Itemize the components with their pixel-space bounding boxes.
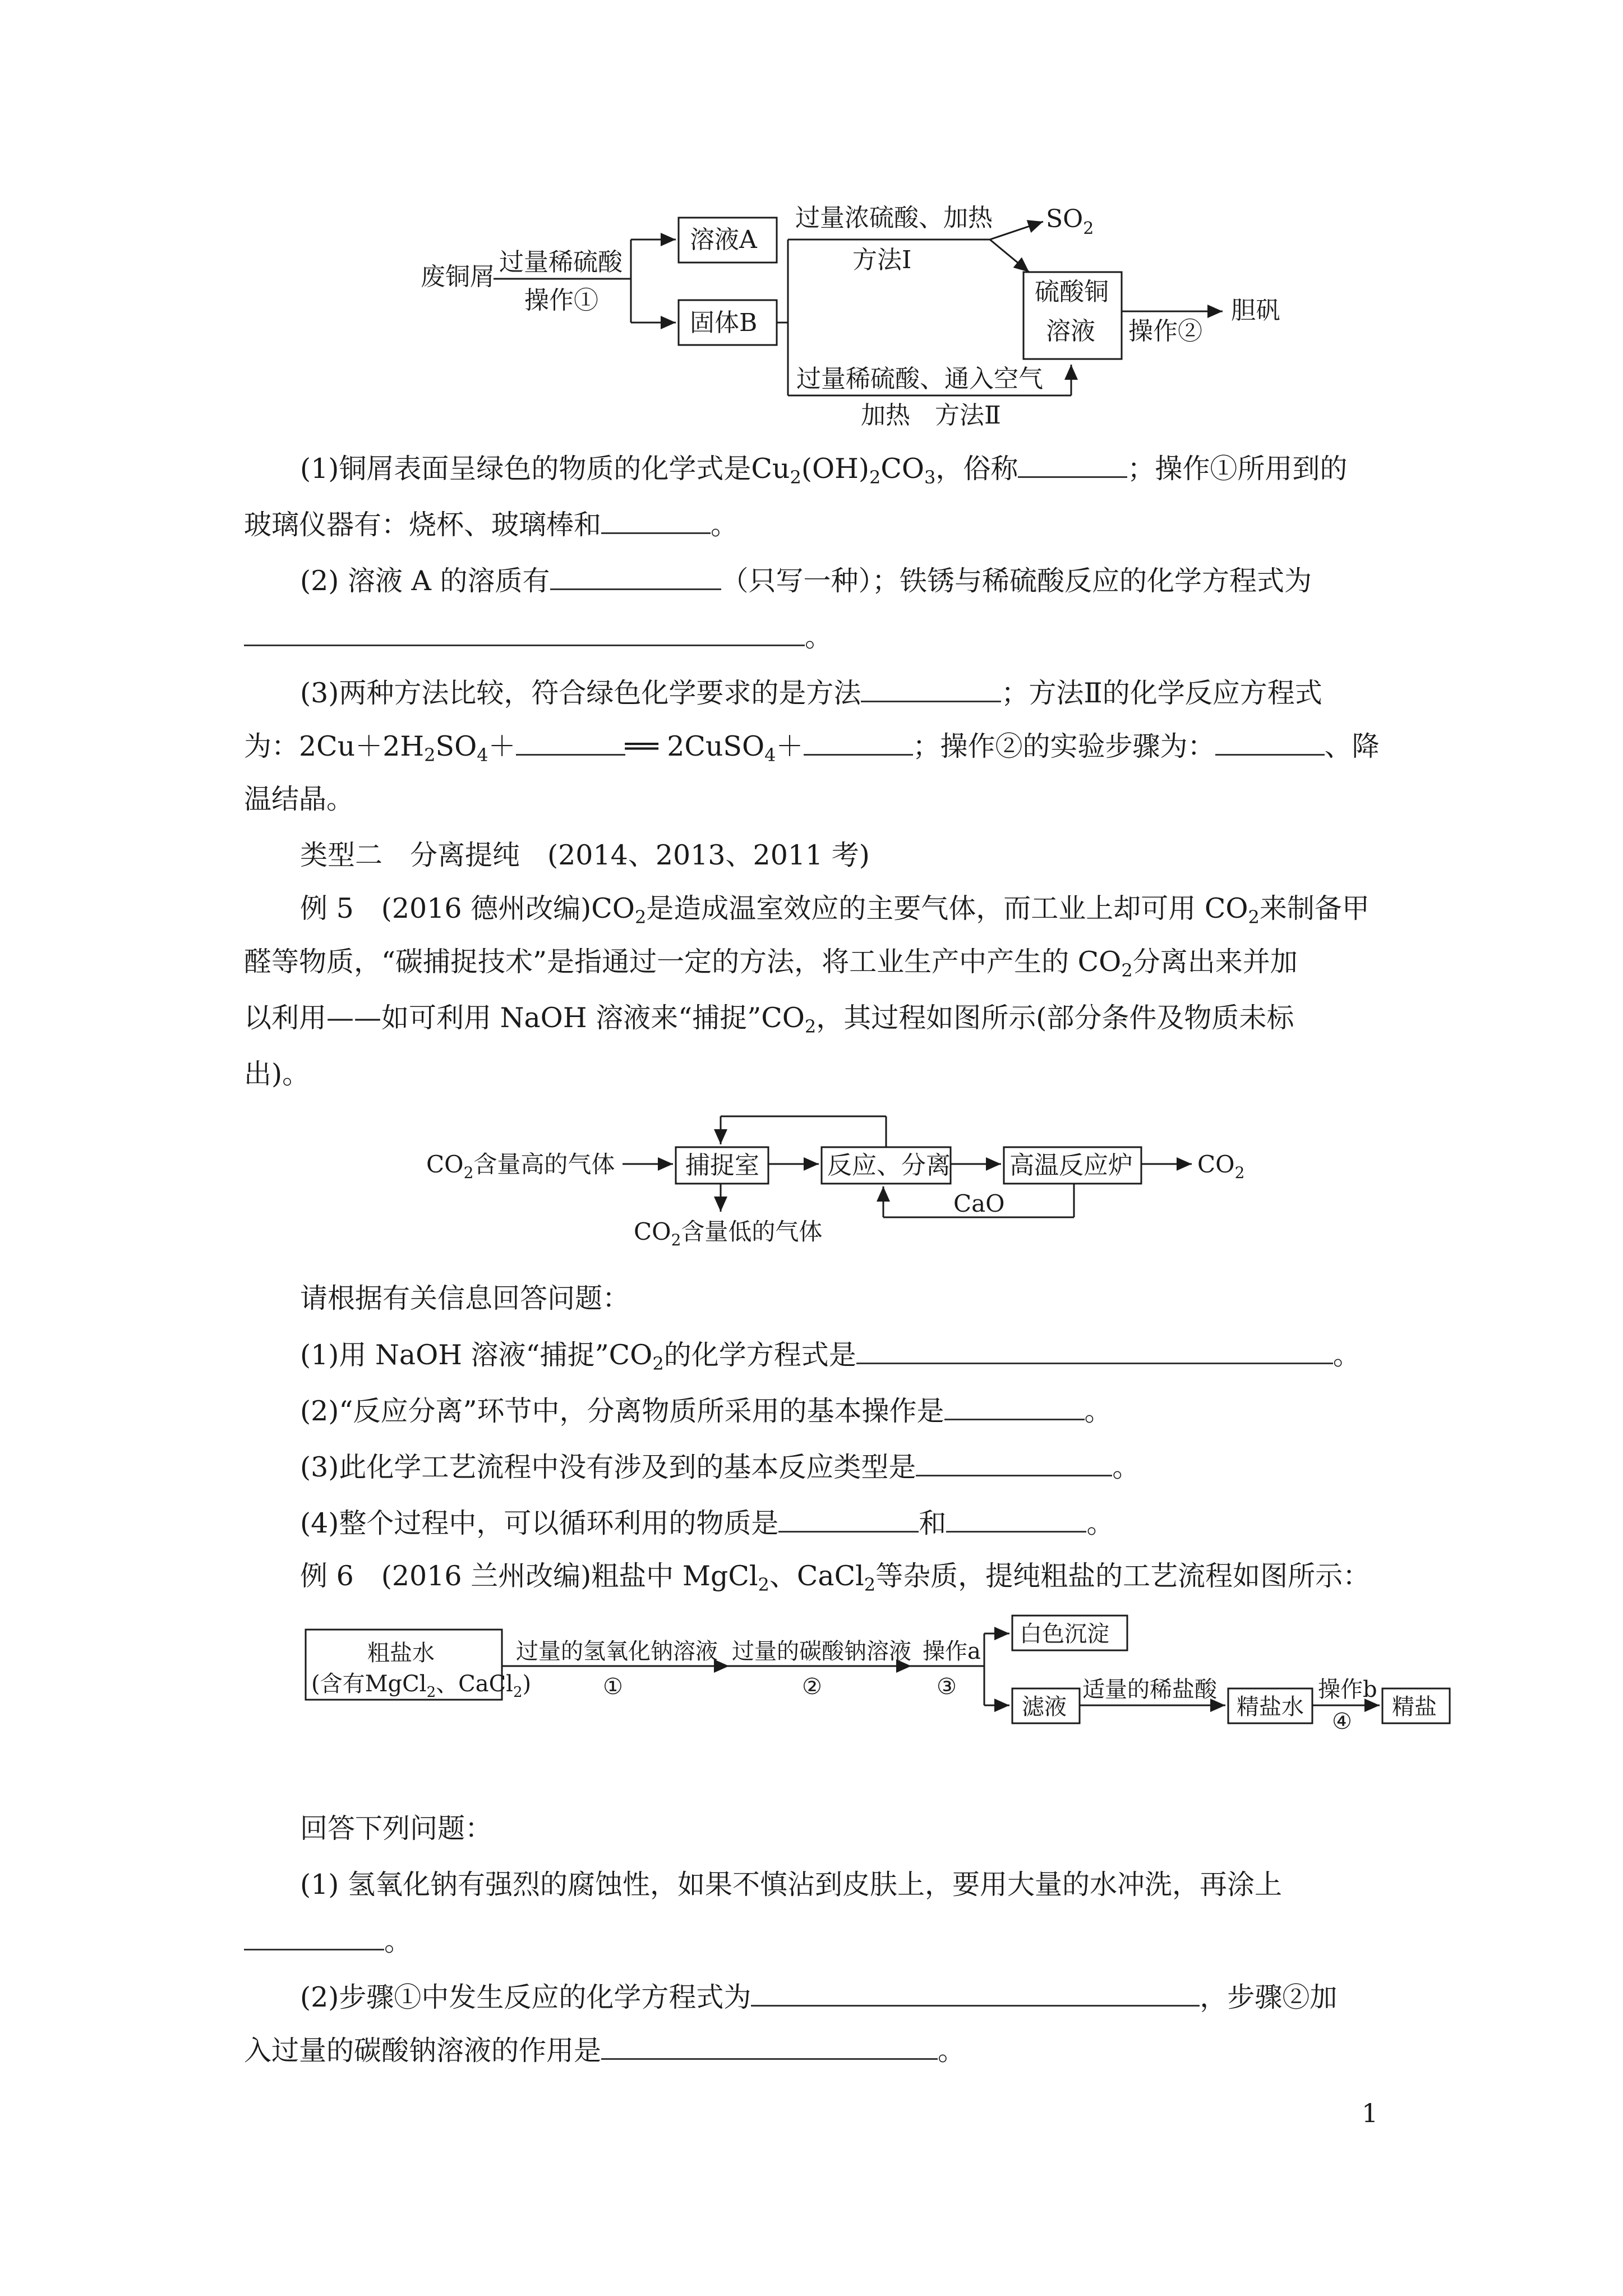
answer-blank[interactable] xyxy=(244,1924,384,1950)
ex5-q3: (3)此化学工艺流程中没有涉及到的基本反应类型是 。 xyxy=(300,1451,1140,1483)
flowchart-salt-purification xyxy=(0,1604,1623,1750)
ex5-line3: 以利用——如可利用 NaOH 溶液来“捕捉$”CO_2$，其过程如图所示(部分条件及物质未标 xyxy=(244,1002,1294,1037)
svg-text:CO2: $CO_2$ xyxy=(1197,1151,1245,1182)
svg-text:粗盐水: 粗盐水 xyxy=(367,1640,435,1666)
q1-line1: (1)铜屑表面呈绿色的物质的化学式是$Cu_2(OH)_2CO_3$，俗称 ；操作①所用到的 xyxy=(300,453,1348,488)
ex5-line1: 例 5 (2016 德州改编)$CO_2$是造成温室效应的主要气体，而工业上却可用 $CO_2$来制备甲 xyxy=(300,892,1370,928)
svg-text:CaO: CaO xyxy=(953,1190,1005,1217)
svg-text:精盐水: 精盐水 xyxy=(1237,1694,1304,1720)
answer-blank[interactable] xyxy=(856,1338,1333,1364)
flowchart-carbon-capture xyxy=(0,1099,1623,1268)
svg-text:捕捉室: 捕捉室 xyxy=(685,1151,759,1180)
svg-text:方法Ⅰ: 方法Ⅰ xyxy=(852,246,912,274)
svg-text:固体B: 固体B xyxy=(690,309,758,337)
svg-text:过量的氢氧化钠溶液: 过量的氢氧化钠溶液 xyxy=(516,1639,718,1664)
answer-blank[interactable] xyxy=(804,729,913,756)
svg-text:过量稀硫酸: 过量稀硫酸 xyxy=(499,248,623,277)
q2-line1: (2) 溶液 A 的溶质有 （只写一种）；铁锈与稀硫酸反应的化学方程式为 xyxy=(300,565,1312,597)
svg-text:操作a: 操作a xyxy=(923,1639,981,1664)
ex5-q4: (4)整个过程中，可以循环利用的物质是 和 。 xyxy=(300,1507,1114,1539)
svg-text:过量浓硫酸、加热: 过量浓硫酸、加热 xyxy=(795,204,993,232)
section-type2: 类型二 分离提纯 (2014、2013、2011 考) xyxy=(300,839,870,871)
svg-text:③: ③ xyxy=(937,1674,957,1700)
svg-text:硫酸铜: 硫酸铜 xyxy=(1035,278,1109,306)
page-number: 1 xyxy=(1362,2098,1378,2128)
svg-text:白色沉淀: 白色沉淀 xyxy=(1020,1621,1109,1647)
svg-text:溶液A: 溶液A xyxy=(690,226,757,254)
label-waste-copper: 废铜屑 xyxy=(421,263,495,291)
ex6-intro: 回答下列问题： xyxy=(300,1812,493,1844)
answer-blank[interactable] xyxy=(601,508,711,534)
ex5-line4: 出)。 xyxy=(244,1058,310,1090)
q2-line2: 。 xyxy=(244,620,832,654)
answer-blank[interactable] xyxy=(861,676,1001,702)
answer-blank[interactable] xyxy=(751,1980,1200,2007)
q1-line2: 玻璃仪器有：烧杯、玻璃棒和 。 xyxy=(244,509,739,541)
q3-line1: (3)两种方法比较，符合绿色化学要求的是方法 ；方法Ⅱ的化学反应方程式 xyxy=(300,677,1322,709)
svg-text:溶液: 溶液 xyxy=(1046,317,1095,346)
q3-line3: 温结晶。 xyxy=(244,783,354,815)
answer-blank[interactable] xyxy=(778,1506,919,1533)
svg-text:①: ① xyxy=(603,1674,623,1700)
answer-blank[interactable] xyxy=(244,620,805,646)
svg-text:过量的碳酸钠溶液: 过量的碳酸钠溶液 xyxy=(732,1639,911,1664)
ex5-line2: 醛等物质，“碳捕捉技术”是指通过一定的方法，将工业生产中产生的 $CO_2$分离出来并加 xyxy=(244,946,1298,981)
q3-line2: 为：$2Cu+2H_2SO_4+$ ══ 2CuSO$_4$＋ ；操作②的实验步骤为： 、降 xyxy=(244,730,1380,766)
answer-blank[interactable] xyxy=(516,729,625,756)
svg-text:精盐: 精盐 xyxy=(1392,1694,1437,1720)
answer-blank[interactable] xyxy=(944,1394,1085,1420)
svg-text:(含有MgCl2、CaCl2): (含有MgCl$_2$、CaCl$_2$) xyxy=(311,1671,532,1701)
ex5-intro: 请根据有关信息回答问题： xyxy=(300,1282,630,1314)
ex5-q1: (1)用 NaOH 溶液“捕捉$”CO_2$的化学方程式是 。 xyxy=(300,1339,1361,1374)
svg-text:滤液: 滤液 xyxy=(1022,1694,1067,1720)
svg-text:胆矾: 胆矾 xyxy=(1231,296,1280,325)
ex6-q2-line2: 入过量的碳酸钠溶液的作用是 。 xyxy=(244,2035,966,2067)
answer-blank[interactable] xyxy=(550,564,721,590)
svg-text:高温反应炉: 高温反应炉 xyxy=(1009,1151,1133,1180)
svg-text:④: ④ xyxy=(1332,1709,1352,1734)
svg-text:②: ② xyxy=(802,1674,822,1700)
svg-text:CO2含量高的气体: $CO_2$含量高的气体 xyxy=(426,1151,615,1182)
flowchart-copper-sulfate xyxy=(0,0,1623,449)
ex6-q2-line1: (2)步骤①中发生反应的化学方程式为 ，步骤②加 xyxy=(300,1981,1338,2013)
svg-text:过量稀硫酸、通入空气: 过量稀硫酸、通入空气 xyxy=(796,365,1043,393)
svg-text:操作②: 操作② xyxy=(1128,317,1202,346)
answer-blank[interactable] xyxy=(946,1506,1086,1533)
answer-blank[interactable] xyxy=(916,1450,1112,1476)
svg-text:SO2: $SO_2$ xyxy=(1046,205,1094,238)
ex6-q1-line1: (1) 氢氧化钠有强烈的腐蚀性，如果不慎沾到皮肤上，要用大量的水冲洗，再涂上 xyxy=(300,1869,1282,1901)
svg-text:加热 方法Ⅱ: 加热 方法Ⅱ xyxy=(861,401,1001,430)
svg-text:操作b: 操作b xyxy=(1318,1677,1377,1703)
answer-blank[interactable] xyxy=(1018,452,1127,478)
ex5-q2: (2)“反应分离”环节中，分离物质所采用的基本操作是 。 xyxy=(300,1395,1112,1427)
ex6-line1: 例 6 (2016 兰州改编)粗盐中 MgCl$_2$、CaCl$_2$等杂质，提纯粗盐的工艺流程如图所示： xyxy=(300,1560,1371,1595)
svg-text:适量的稀盐酸: 适量的稀盐酸 xyxy=(1082,1677,1217,1703)
svg-text:操作①: 操作① xyxy=(524,286,598,315)
answer-blank[interactable] xyxy=(1215,729,1325,756)
svg-text:CO2含量低的气体: $CO_2$含量低的气体 xyxy=(634,1218,823,1249)
answer-blank[interactable] xyxy=(601,2033,938,2060)
svg-text:反应、分离: 反应、分离 xyxy=(827,1151,951,1180)
ex6-q1-line2: 。 xyxy=(244,1924,412,1958)
